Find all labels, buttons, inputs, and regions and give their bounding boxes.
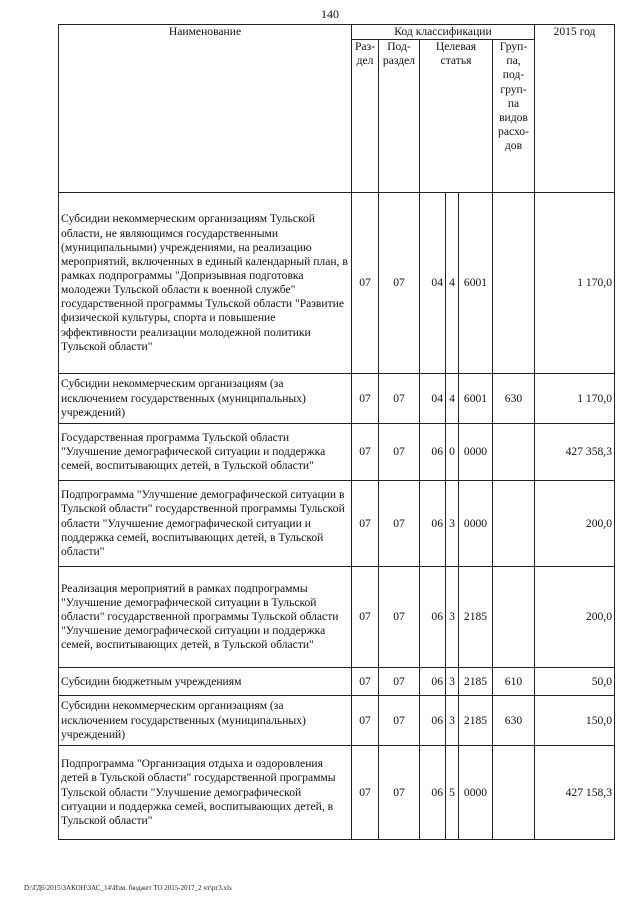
row-subsection: 07 [379, 668, 420, 696]
budget-table [58, 24, 615, 840]
row-expense-group [493, 567, 535, 668]
table-row [59, 746, 615, 840]
table-row [59, 193, 615, 374]
page-number: 140 [321, 7, 339, 21]
row-program-code: 06 [420, 567, 446, 668]
row-program-code: 04 [420, 374, 446, 424]
row-amount: 200,0 [535, 481, 615, 567]
row-expense-group [493, 193, 535, 374]
row-name: Субсидии некоммерческим организациям (за исключением государственных (муниципальных) учреждений) [59, 696, 352, 746]
header-name: Наименование [59, 25, 352, 193]
row-name: Субсидии бюджетным учреждениям [59, 668, 352, 696]
row-amount: 150,0 [535, 696, 615, 746]
row-amount: 50,0 [535, 668, 615, 696]
row-expense-group: 610 [493, 668, 535, 696]
header-target-article: Целевая статья [420, 40, 493, 193]
row-subsection: 07 [379, 696, 420, 746]
table-row [59, 567, 615, 668]
table-row [59, 668, 615, 696]
row-article-code: 0000 [459, 746, 493, 840]
row-amount: 427 158,3 [535, 746, 615, 840]
row-section: 07 [352, 481, 379, 567]
table-body [59, 193, 615, 840]
row-section: 07 [352, 746, 379, 840]
row-subprogram-code: 5 [446, 746, 459, 840]
row-article-code: 6001 [459, 193, 493, 374]
row-subsection: 07 [379, 424, 420, 481]
row-name: Подпрограмма "Организация отдыха и оздоровления детей в Тульской области" государственной программы Тульской области "Улучшение демографической ситуации и поддержка семей, воспитывающих детей, в Тульской области" [59, 746, 352, 840]
row-name: Государственная программа Тульской области "Улучшение демографической ситуации и поддержка семей, воспитывающих детей, в Тульской области" [59, 424, 352, 481]
row-subsection: 07 [379, 567, 420, 668]
row-expense-group [493, 424, 535, 481]
table-row [59, 696, 615, 746]
row-article-code: 0000 [459, 424, 493, 481]
row-subprogram-code: 4 [446, 374, 459, 424]
row-expense-group: 630 [493, 374, 535, 424]
row-subprogram-code: 0 [446, 424, 459, 481]
row-name: Субсидии некоммерческим организациям Тульской области, не являющимся государственными (муниципальными) учреждениями, на реализацию мероприятий, включенных в единый календарный план, в рамках подпрограммы "Допризывная подготовка молодежи Тульской области к военной службе" государственной программы Тульской области "Развитие физической культуры, спорта и повышение эффективности реализации молодежной политики Тульской области" [59, 193, 352, 374]
file-path-footer: D:\ГД6\2015\ЗАКОН\ЗАС_14\Изм. бюджет ТО 2015-2017_2 чт\рг3.xls [24, 884, 232, 892]
row-section: 07 [352, 424, 379, 481]
header-expense-group: Груп-па, под-груп-па видов расхо-дов [493, 40, 535, 193]
row-article-code: 2185 [459, 668, 493, 696]
row-program-code: 04 [420, 193, 446, 374]
header-year-2015: 2015 год [535, 25, 615, 193]
header-subsection: Под-раздел [379, 40, 420, 193]
row-section: 07 [352, 193, 379, 374]
header-classification-code: Код классификации [352, 25, 535, 40]
row-expense-group [493, 746, 535, 840]
row-expense-group: 630 [493, 696, 535, 746]
row-subprogram-code: 3 [446, 696, 459, 746]
row-program-code: 06 [420, 746, 446, 840]
row-subsection: 07 [379, 746, 420, 840]
row-subsection: 07 [379, 481, 420, 567]
row-section: 07 [352, 567, 379, 668]
row-name: Реализация мероприятий в рамках подпрограммы "Улучшение демографической ситуации в Тульской области" государственной программы Тульской области "Улучшение демографической ситуации и поддержка семей, воспитывающих детей, в Тульской области" [59, 567, 352, 668]
row-subprogram-code: 4 [446, 193, 459, 374]
row-program-code: 06 [420, 668, 446, 696]
row-section: 07 [352, 668, 379, 696]
row-amount: 427 358,3 [535, 424, 615, 481]
row-program-code: 06 [420, 696, 446, 746]
table-row [59, 481, 615, 567]
row-subsection: 07 [379, 193, 420, 374]
row-expense-group [493, 481, 535, 567]
row-subsection: 07 [379, 374, 420, 424]
row-name: Субсидии некоммерческим организациям (за исключением государственных (муниципальных) учреждений) [59, 374, 352, 424]
row-article-code: 2185 [459, 567, 493, 668]
row-subprogram-code: 3 [446, 567, 459, 668]
header-section: Раз-дел [352, 40, 379, 193]
row-amount: 1 170,0 [535, 374, 615, 424]
row-article-code: 2185 [459, 696, 493, 746]
row-article-code: 0000 [459, 481, 493, 567]
row-program-code: 06 [420, 481, 446, 567]
row-amount: 1 170,0 [535, 193, 615, 374]
table-row [59, 374, 615, 424]
row-section: 07 [352, 696, 379, 746]
row-section: 07 [352, 374, 379, 424]
row-program-code: 06 [420, 424, 446, 481]
row-name: Подпрограмма "Улучшение демографической ситуации в Тульской области" государственной программы Тульской области "Улучшение демографической ситуации и поддержка семей, воспитывающих детей, в Тульской области" [59, 481, 352, 567]
row-subprogram-code: 3 [446, 668, 459, 696]
table-row [59, 424, 615, 481]
row-subprogram-code: 3 [446, 481, 459, 567]
row-article-code: 6001 [459, 374, 493, 424]
row-amount: 200,0 [535, 567, 615, 668]
